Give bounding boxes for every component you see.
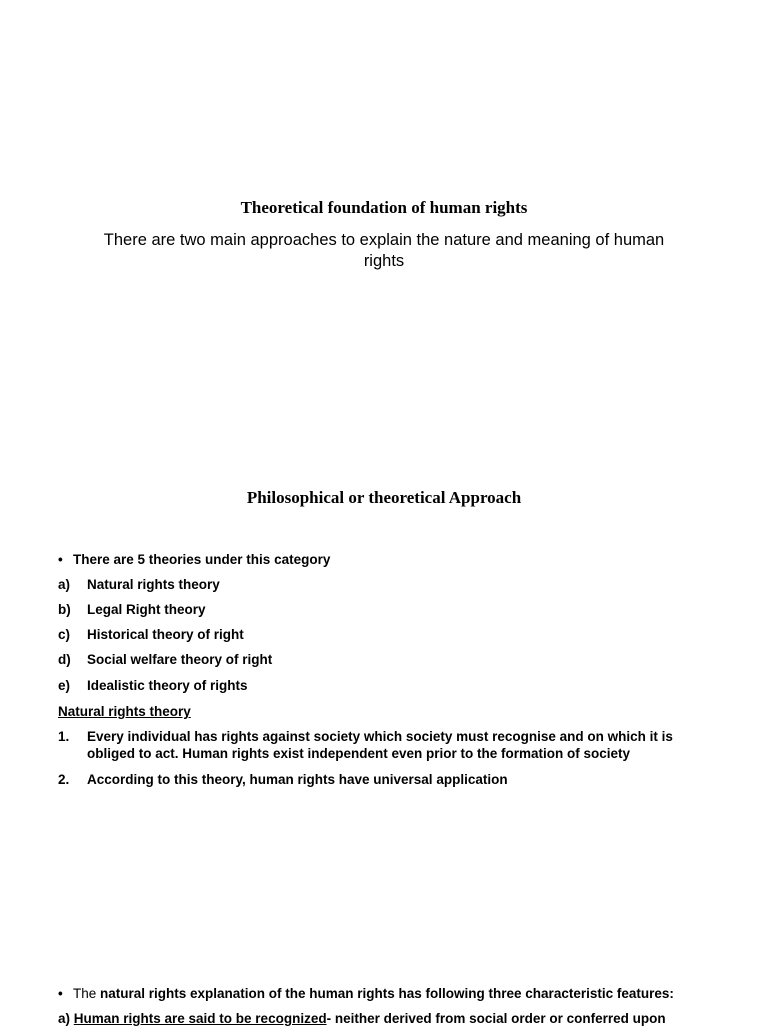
theory-idealistic: Idealistic theory of rights xyxy=(87,678,248,693)
bullet-icon: • xyxy=(58,552,63,567)
theory-historical: Historical theory of right xyxy=(87,627,244,642)
item-label: a) xyxy=(58,1011,74,1026)
item-rest: - neither derived from social order or conferred upon xyxy=(326,1011,666,1026)
list-label: e) xyxy=(58,678,71,693)
bullet-text xyxy=(73,985,748,1002)
section-heading: Natural rights theory xyxy=(58,704,191,719)
slide2-title: Philosophical or theoretical Approach xyxy=(246,488,522,507)
list-label: a) xyxy=(58,577,71,592)
point-text: Every individual has rights against society which society must recognise and on which it is obliged to act. Human rights exist independent even prior to the formation of society xyxy=(87,729,673,761)
theory-social-welfare: Social welfare theory of right xyxy=(87,652,273,667)
point-text: According to this theory, human rights have universal application xyxy=(87,772,508,787)
bullet-text: There are 5 theories under this category xyxy=(73,552,331,567)
bullet-icon: • xyxy=(58,986,63,1001)
slide1-subtitle: There are two main approaches to explain the nature and meaning of human rights xyxy=(103,231,665,270)
slide3-body xyxy=(58,985,748,1024)
list-label: 2. xyxy=(58,772,70,787)
slide1-title: Theoretical foundation of human rights xyxy=(240,198,528,217)
item-underlined: Human rights are said to be recognized xyxy=(73,1011,327,1026)
list-label: 1. xyxy=(58,729,70,744)
list-label: d) xyxy=(58,652,71,667)
item-text xyxy=(58,1010,666,1027)
theory-natural-rights: Natural rights theory xyxy=(87,577,220,592)
list-label: b) xyxy=(58,602,71,617)
slide2-body xyxy=(58,551,698,811)
list-label: c) xyxy=(58,627,71,642)
bullet-main: natural rights explanation of the human rights has following three characteristic features: xyxy=(100,986,674,1001)
bullet-prefix: The xyxy=(73,986,101,1001)
theory-legal-right: Legal Right theory xyxy=(87,602,206,617)
